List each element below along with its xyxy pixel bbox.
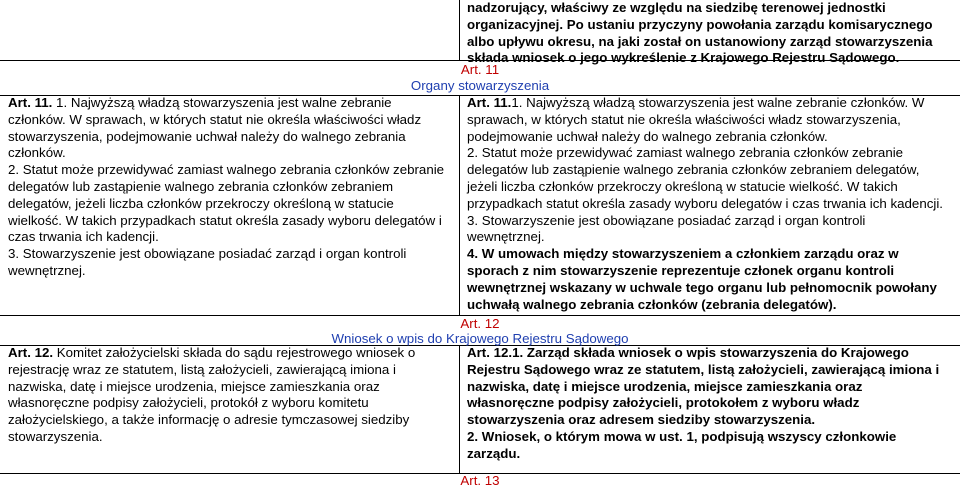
section-11-right-p1: Art. 11.1. Najwyższą władzą stowarzyszenia jest walne zebranie członków. W sprawach, w których statut nie określa właściwości władz stowarzyszenia, podejmowanie uchwał należy do walnego zebrania członków. <box>467 95 925 144</box>
section-12-right-cell <box>467 345 945 463</box>
section-12-left-p1: Art. 12. Komitet założycielski składa do sądu rejestrowego wniosek o rejestrację wraz ze statutem, listą założycieli, zawierającą imiona i nazwiska, datę i miejsce urodzenia, miejsce zamieszkania oraz własnoręczne podpisy założycieli, protokół z wyboru komitetu założycielskiego, a także informację o adresie tymczasowej siedziby stowarzyszenia. <box>8 345 416 444</box>
section-11-right-p3: 3. Stowarzyszenie jest obowiązane posiadać zarząd i organ kontroli wewnętrznej. <box>467 212 866 245</box>
section-11-left-p1: Art. 11. 1. Najwyższą władzą stowarzyszenia jest walne zebranie członków. W sprawach, w których statut nie określa właściwości władz stowarzyszenia, podejmowanie uchwał należy do walnego zebrania członków. <box>8 95 422 161</box>
section-11-right-cell <box>467 95 945 313</box>
article-12-label: Art. 12 <box>460 316 500 331</box>
section-12-right-p1: Art. 12.1. Zarząd składa wniosek o wpis stowarzyszenia do Krajowego Rejestru Sądowego wraz ze statutem, listą założycieli, zawierającą imiona i nazwiska, datę i miejsce urodzenia, miejsce zamieszkania oraz własnoręczne podpisy założycieli, protokołem z wyboru władz stowarzyszenia oraz adresem siedziby stowarzyszenia. <box>467 345 940 428</box>
section-11-left-p3: 3. Stowarzyszenie jest obowiązane posiadać zarząd i organ kontroli wewnętrznej. <box>8 246 407 278</box>
article-13-label: Art. 13 <box>460 473 500 488</box>
section-11-left-p2: 2. Statut może przewidywać zamiast walnego zebrania członków zebranie delegatów lub zastąpienie walnego zebrania członków zebraniem delegatów, jeżeli liczba członków przekroczy określoną w statucie wielkość. W takich przypadkach statut określa zasady wyboru delegatów i czas trwania ich kadencji. <box>8 162 445 245</box>
article-13-heading <box>0 473 960 489</box>
section-12-title: Wniosek o wpis do Krajowego Rejestru Sądowego <box>331 331 629 346</box>
section-11-left-cell <box>8 95 448 280</box>
section-11-column-divider <box>459 95 460 315</box>
section-11-title: Organy stowarzyszenia <box>410 78 550 93</box>
top-right-paragraph: nadzorujący, właściwy ze względu na siedzibę terenowej jednostki organizacyjnej. Po ustaniu przyczyny powołania zarządu komisarycznego albo upływu okresu, na jaki został on ustanowiony zarząd stowarzyszenia składa wniosek o jego wykreślenie z Krajowego Rejestru Sądowego. <box>467 0 933 66</box>
section-12-right-p2: 2. Wniosek, o którym mowa w ust. 1, podpisują wszyscy członkowie zarządu. <box>467 428 897 461</box>
section-11-right-p2: 2. Statut może przewidywać zamiast walnego zebrania członków zebranie delegatów lub zastąpienie walnego zebrania członków zebraniem delegatów, jeżeli liczba członków przekroczy określoną w statucie wielkość. W takich przypadkach statut określa zasady wyboru delegatów i czas trwania ich kadencji. <box>467 145 943 211</box>
article-11-heading <box>0 62 960 78</box>
section-12-left-cell <box>8 345 448 446</box>
article-11-title <box>0 78 960 94</box>
section-11-right-p4: 4. W umowach między stowarzyszeniem a członkiem zarządu oraz w sporach z nim stowarzyszenie reprezentuje członek organu kontroli wewnętrznej wskazany w uchwale tego organu lub pełnomocnik powołany uchwałą walnego zebrania członków (zebrania delegatów). <box>467 246 937 312</box>
article-12-heading <box>0 316 960 332</box>
article-11-label: Art. 11 <box>460 62 500 77</box>
top-column-divider <box>459 0 460 60</box>
section-12-column-divider <box>459 345 460 473</box>
